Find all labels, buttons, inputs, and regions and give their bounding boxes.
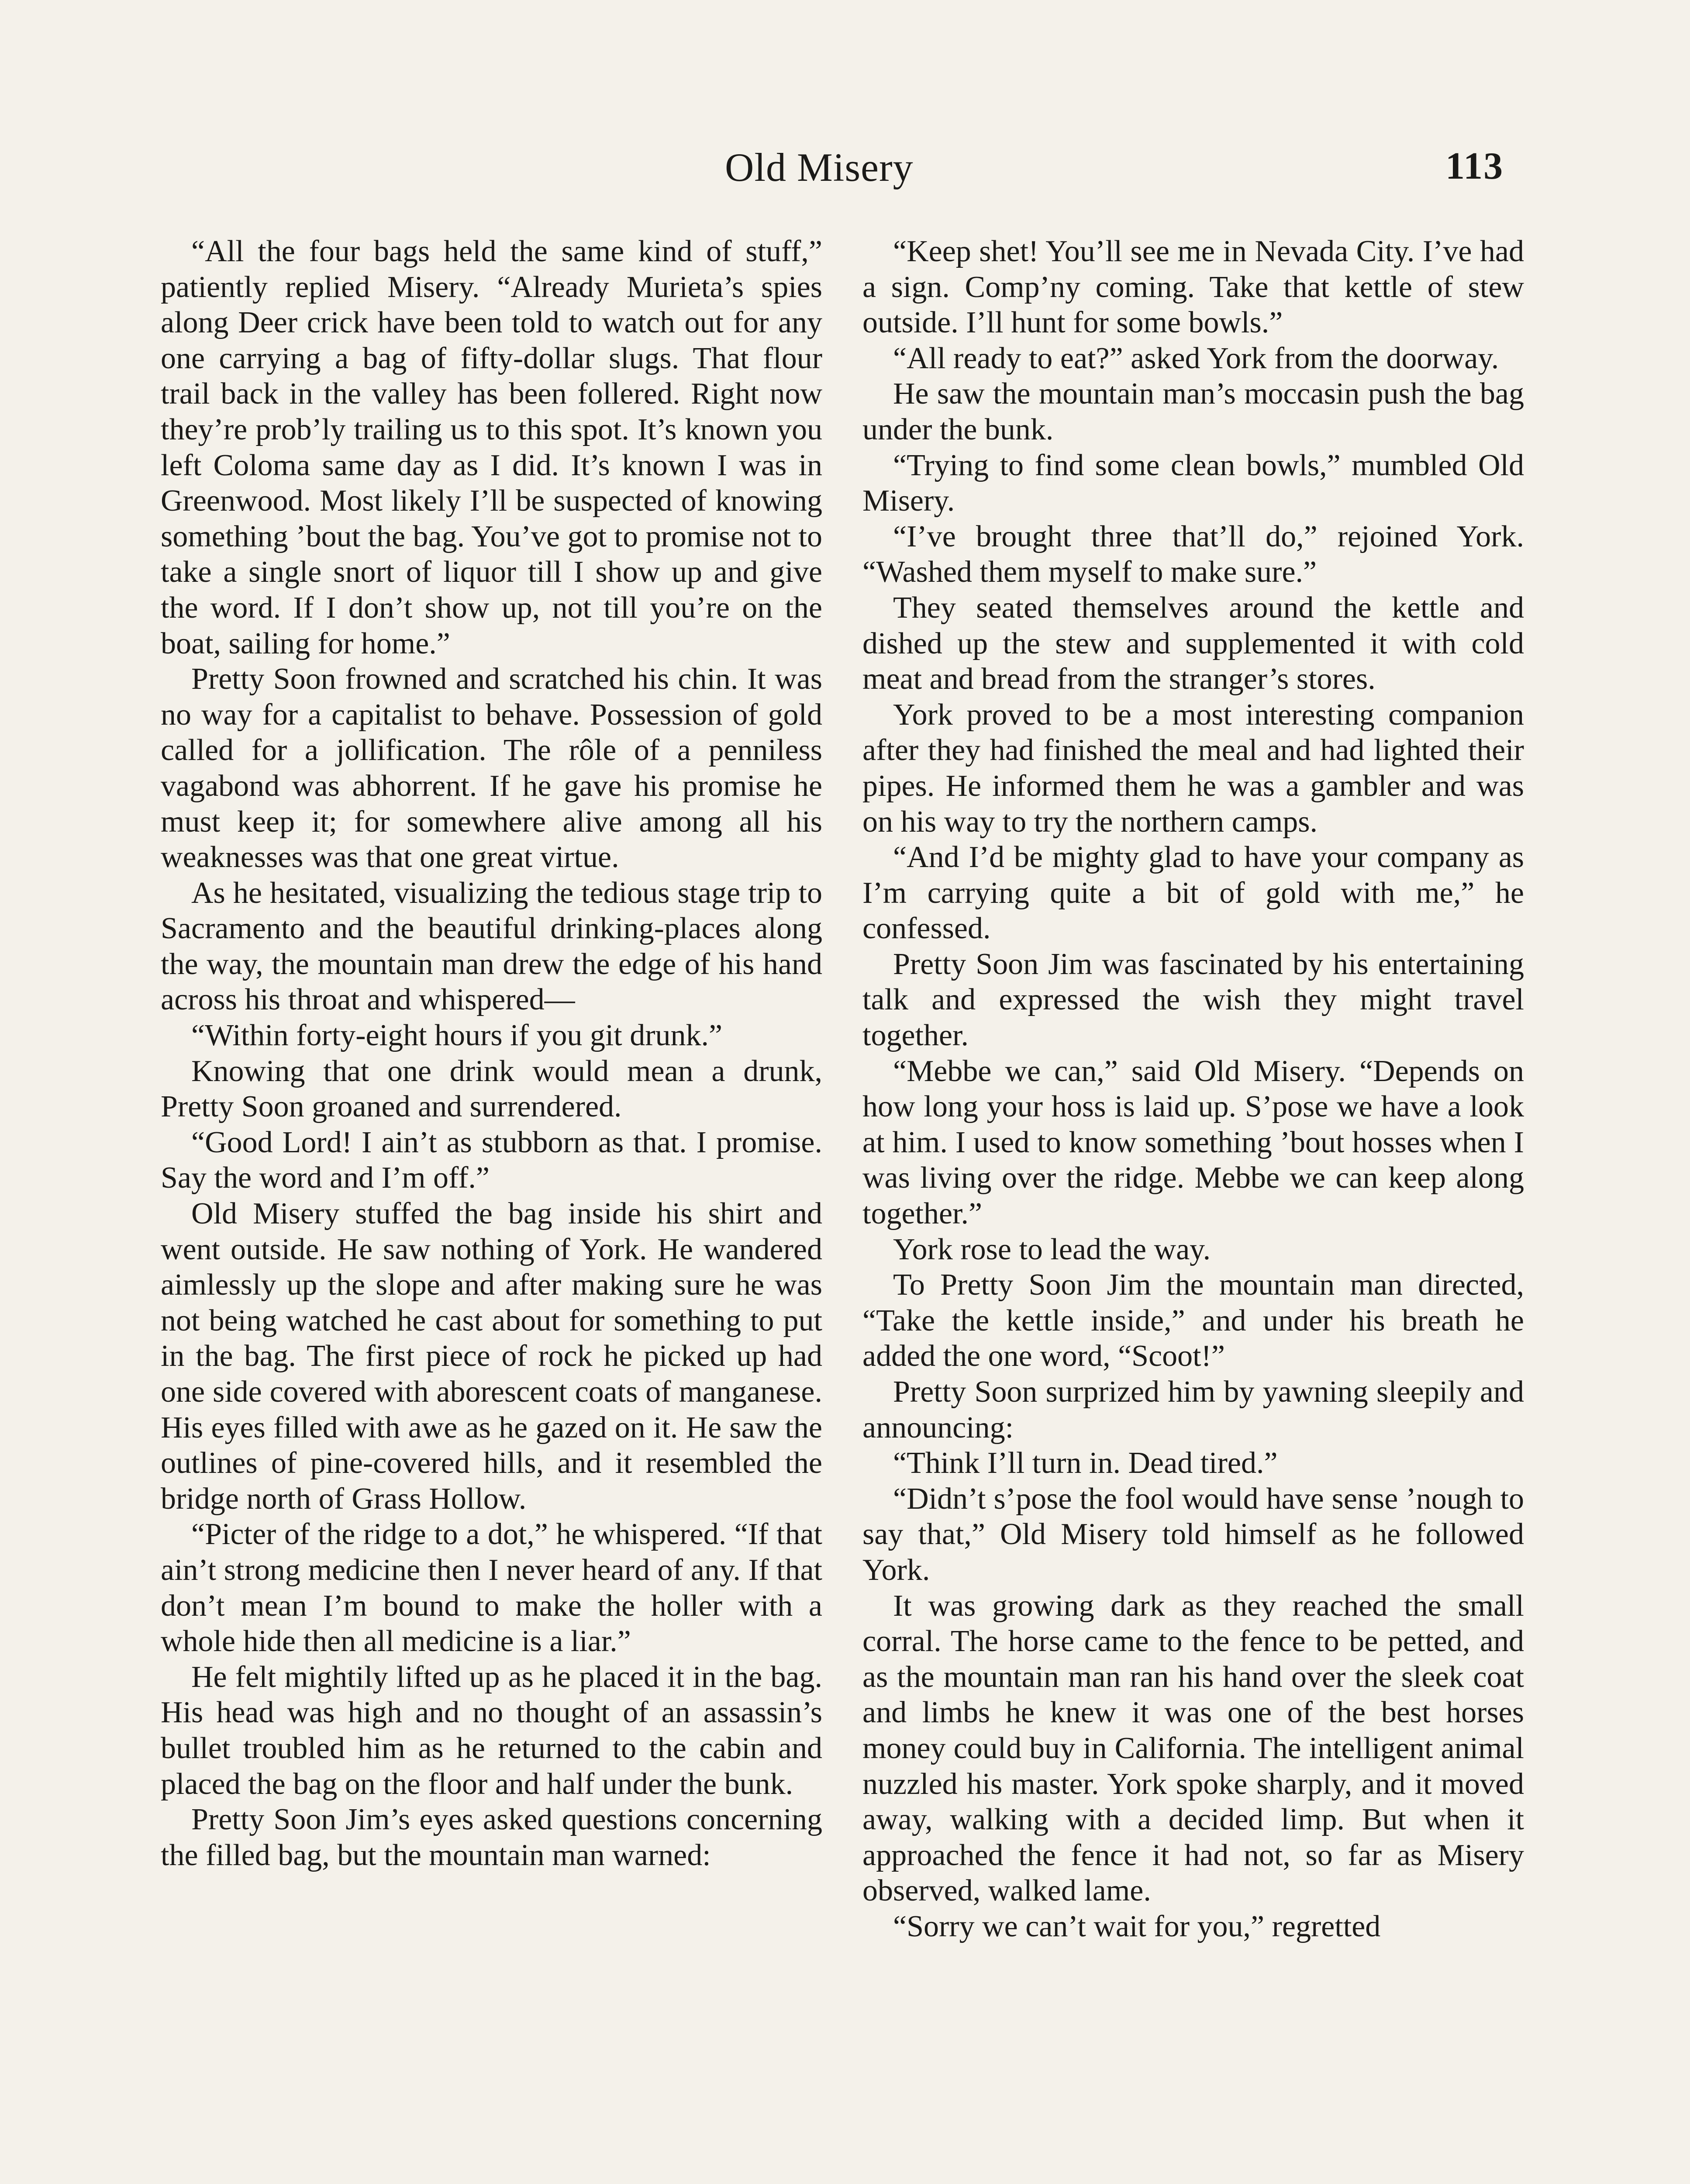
paragraph: “Keep shet! You’ll see me in Nevada City. I’ve had a sign. Comp’ny coming. Take that kettle of stew outside. I’ll hunt for some bowls.” — [862, 235, 1524, 340]
paragraph: “I’ve brought three that’ll do,” rejoined York. “Washed them myself to make sure.” — [862, 519, 1524, 589]
paragraph: To Pretty Soon Jim the mountain man directed, “Take the kettle inside,” and under his breath he added the one word, “Scoot!” — [862, 1268, 1524, 1373]
paragraph: He felt mightily lifted up as he placed it in the bag. His head was high and no thought of an assassin’s bullet troubled him as he returned to the cabin and placed the bag on the floor and half under the bunk. — [161, 1660, 822, 1801]
right-text-column — [862, 234, 1524, 1945]
paragraph: “Trying to find some clean bowls,” mumbled Old Misery. — [862, 448, 1524, 518]
paragraph: “Mebbe we can,” said Old Misery. “Depends on how long your hoss is laid up. S’pose we have a look at him. I used to know something ’bout hosses when I was living over the ridge. Mebbe we can keep along together.” — [862, 1054, 1524, 1231]
paragraph: “Picter of the ridge to a dot,” he whispered. “If that ain’t strong medicine then I never heard of any. If that don’t mean I’m bound to make the holler with a whole hide then all medicine is a liar.” — [161, 1517, 822, 1659]
paragraph: Pretty Soon Jim’s eyes asked questions concerning the filled bag, but the mountain man warned: — [161, 1803, 822, 1872]
paragraph: “Good Lord! I ain’t as stubborn as that. I promise. Say the word and I’m off.” — [161, 1125, 822, 1195]
paragraph: “Think I’ll turn in. Dead tired.” — [893, 1446, 1278, 1480]
paragraph: It was growing dark as they reached the small corral. The horse came to the fence to be petted, and as the mountain man ran his hand over the sleek coat and limbs he knew it was one of the best horses money could buy in California. The intelligent animal nuzzled his master. York spoke sharply, and it moved away, walking with a decided limp. But when it approached the fence it had not, so far as Misery observed, walked lame. — [862, 1589, 1524, 1908]
paragraph: “And I’d be mighty glad to have your company as I’m carrying quite a bit of gold with me,” he confessed. — [862, 840, 1524, 946]
paragraph: They seated themselves around the kettle and dished up the stew and supplemented it with cold meat and bread from the stranger’s stores. — [862, 591, 1524, 696]
running-title: Old Misery — [725, 145, 914, 190]
paragraph: “Didn’t s’pose the fool would have sense ’nough to say that,” Old Misery told himself as he followed York. — [862, 1482, 1524, 1587]
paragraph: York rose to lead the way. — [893, 1232, 1211, 1266]
paragraph: Pretty Soon Jim was fascinated by his entertaining talk and expressed the wish they might travel together. — [862, 947, 1524, 1053]
paragraph: “All ready to eat?” asked York from the doorway. — [893, 341, 1499, 375]
page-number: 113 — [1445, 145, 1504, 187]
paragraph: Pretty Soon frowned and scratched his chin. It was no way for a capitalist to behave. Possession of gold called for a jollification. The rôle of a penniless vagabond was abhorrent. If he gave his promise he must keep it; for somewhere alive among all his weaknesses was that one great virtue. — [161, 662, 822, 874]
paragraph: He saw the mountain man’s moccasin push the bag under the bunk. — [862, 377, 1524, 446]
paragraph: As he hesitated, visualizing the tedious stage trip to Sacramento and the beautiful drinking-places along the way, the mountain man drew the edge of his hand across his throat and whispered— — [161, 876, 822, 1017]
paragraph: Pretty Soon surprized him by yawning sleepily and announcing: — [862, 1375, 1524, 1444]
paragraph: York proved to be a most interesting companion after they had finished the meal and had lighted their pipes. He informed them he was a gambler and was on his way to try the northern camps. — [862, 698, 1524, 839]
paragraph: Knowing that one drink would mean a drunk, Pretty Soon groaned and surrendered. — [161, 1054, 822, 1124]
paragraph: “Within forty-eight hours if you git drunk.” — [191, 1019, 723, 1053]
paragraph: “Sorry we can’t wait for you,” regretted — [893, 1909, 1381, 1943]
paragraph: Old Misery stuffed the bag inside his shirt and went outside. He saw nothing of York. He wandered aimlessly up the slope and after making sure he was not being watched he cast about for something to put in the bag. The first piece of rock he picked up had one side covered with aborescent coats of manganese. His eyes filled with awe as he gazed on it. He saw the outlines of pine-covered hills, and it resembled the bridge north of Grass Hollow. — [161, 1197, 822, 1516]
paragraph: “All the four bags held the same kind of stuff,” patiently replied Misery. “Already Murieta’s spies along Deer crick have been told to watch out for any one carrying a bag of fifty-dollar slugs. That flour trail back in the valley has been follered. Right now they’re prob’ly trailing us to this spot. It’s known you left Coloma same day as I did. It’s known I was in Greenwood. Most likely I’ll be suspected of knowing something ’bout the bag. You’ve got to promise not to take a single snort of liquor till I show up and give the word. If I don’t show up, not till you’re on the boat, sailing for home.” — [161, 235, 822, 660]
left-text-column — [161, 234, 822, 1873]
